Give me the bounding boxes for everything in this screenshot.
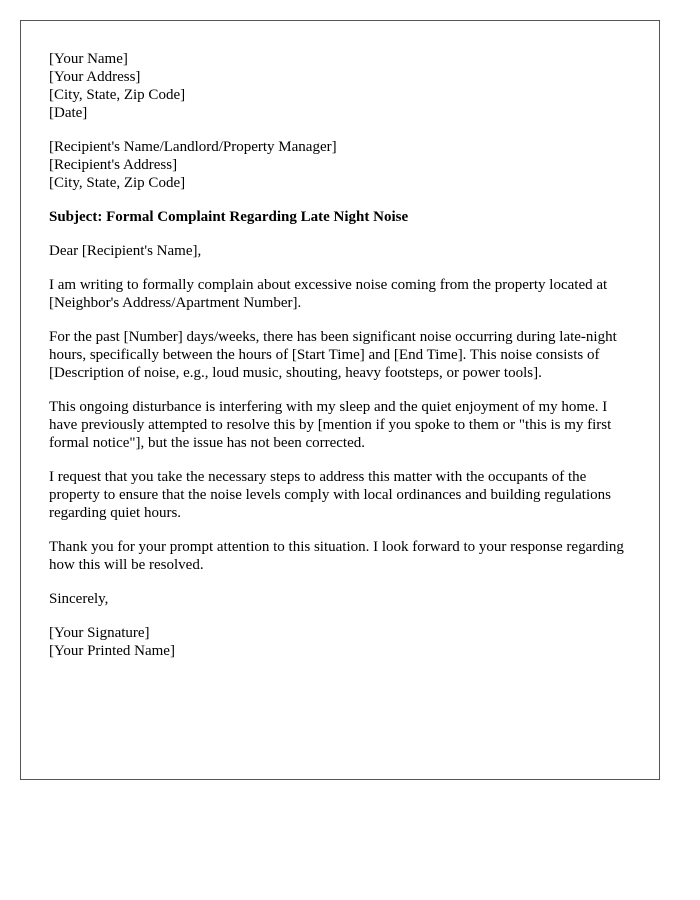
letter-page [20,20,660,780]
sender-city-state-zip: [City, State, Zip Code] [49,87,186,103]
sender-address: [Your Address] [49,69,141,85]
recipient-city-state-zip: [City, State, Zip Code] [49,175,186,191]
body-paragraph-4: I request that you take the necessary steps to address this matter with the occupants of the property to ensure that the noise levels comply with local ordinances and building regulations regarding quiet hours. [49,469,611,521]
sender-name: [Your Name] [49,51,128,67]
body-paragraph-3: This ongoing disturbance is interfering with my sleep and the quiet enjoyment of my home. I have previously attempted to resolve this by [mention if you spoke to them or "this is my first formal notice"], but the issue has not been corrected. [49,399,612,451]
letter-date: [Date] [49,105,88,121]
body-paragraph-2: For the past [Number] days/weeks, there has been significant noise occurring during late-night hours, specifically between the hours of [Start Time] and [End Time]. This noise consists of [Description of noise, e.g., loud music, shouting, heavy footsteps, or power tools]. [49,329,617,381]
sender-block [49,50,631,122]
salutation: Dear [Recipient's Name], [49,243,202,259]
signature-block [49,624,631,660]
body-paragraph-1: I am writing to formally complain about excessive noise coming from the property located at [Neighbor's Address/Apartment Number]. [49,277,608,311]
recipient-block [49,138,631,192]
signature-line: [Your Signature] [49,625,150,641]
recipient-name: [Recipient's Name/Landlord/Property Manager] [49,139,337,155]
subject-line: Subject: Formal Complaint Regarding Late Night Noise [49,209,409,225]
printed-name: [Your Printed Name] [49,643,175,659]
recipient-address: [Recipient's Address] [49,157,178,173]
closing: Sincerely, [49,591,109,607]
body-paragraph-5: Thank you for your prompt attention to this situation. I look forward to your response regarding how this will be resolved. [49,539,624,573]
